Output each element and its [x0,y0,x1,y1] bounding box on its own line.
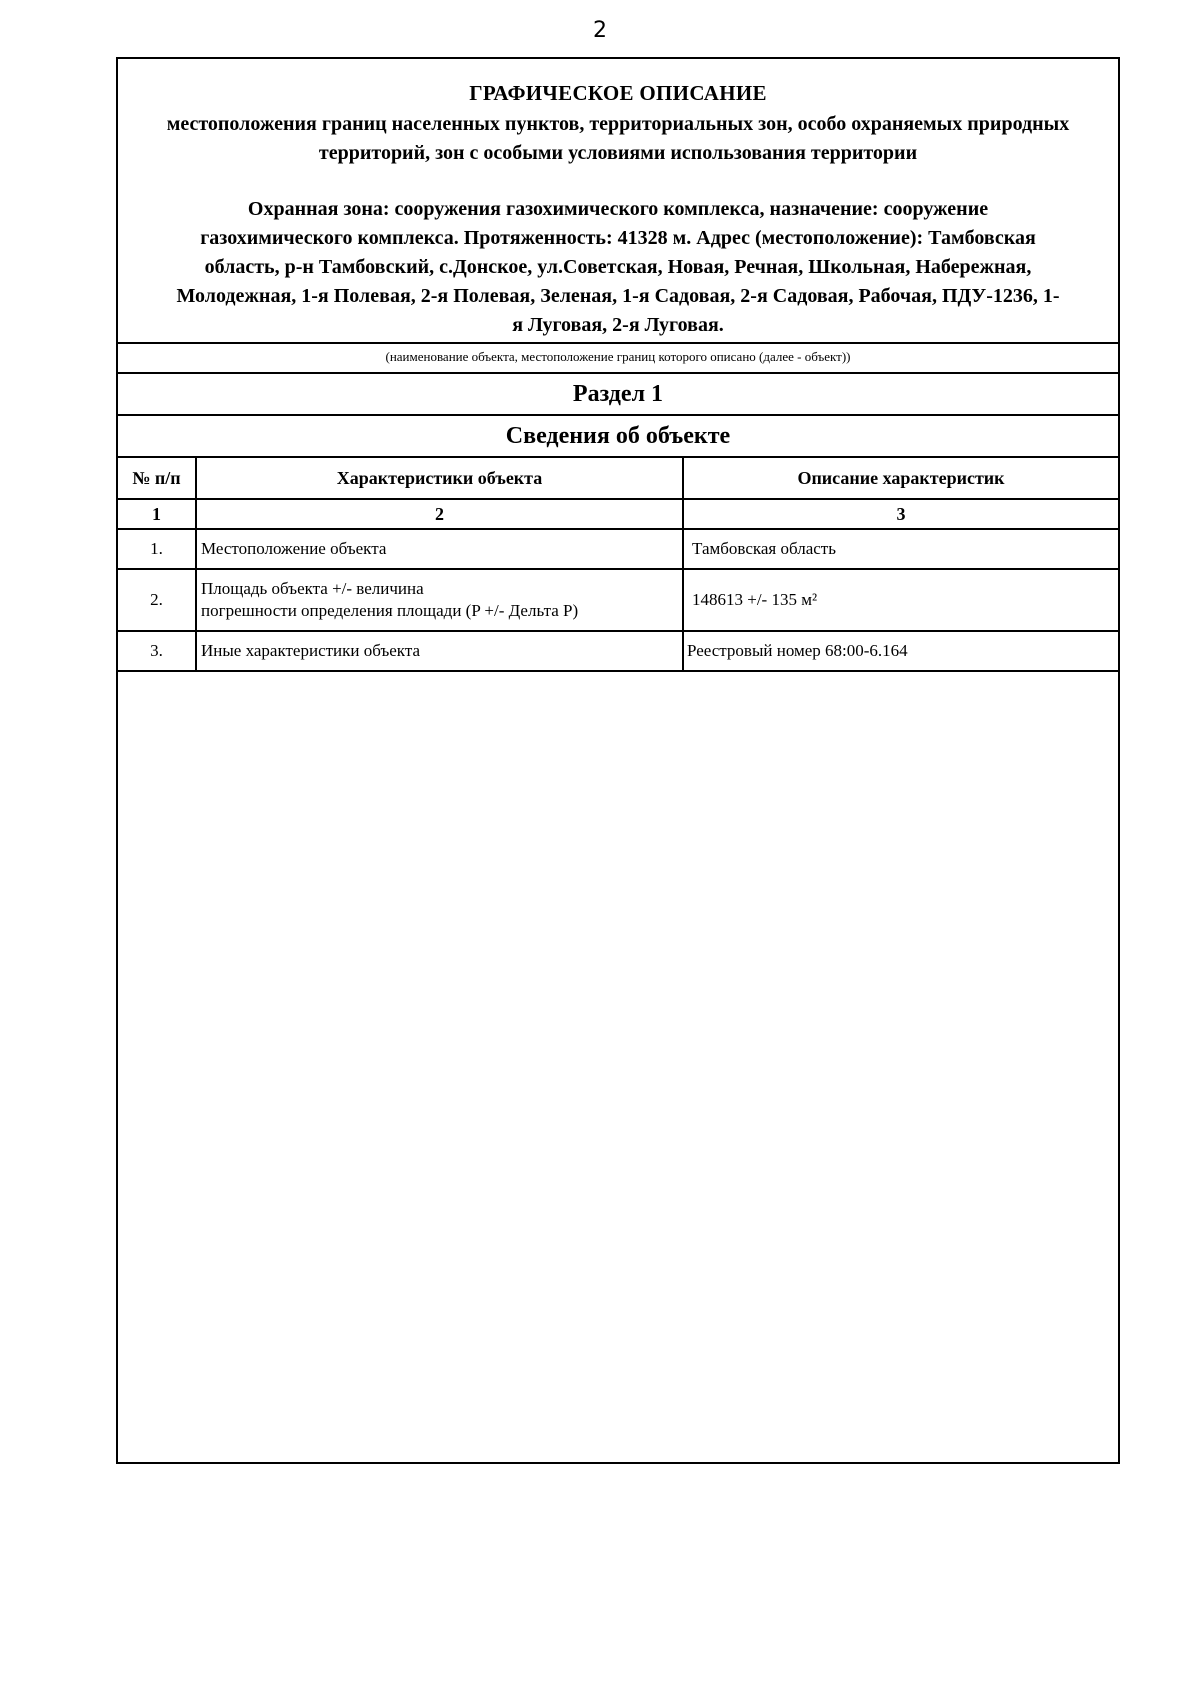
column-number: 1 [118,499,196,529]
column-numbers-row [118,499,1118,529]
row-characteristic [196,569,683,631]
row-number: 1. [118,529,196,569]
row-characteristic-line: погрешности определения площади (P +/- Дельта P) [201,601,579,620]
object-name: Охранная зона: сооружения газохимического комплекса, назначение: сооружение газохимического комплекса. Протяженность: 41328 м. Адрес (местоположение): Тамбовская область, р-н Тамбовский, с.Донское, ул.Советская, Новая, Речная, Школьная, Набережная, Молодежная, 1-я Полевая, 2-я Полевая, Зеленая, 1-я Садовая, 2-я Садовая, Рабочая, ПДУ-1236, 1- я Луговая, 2-я Луговая. [176,198,1060,336]
column-header-characteristic: Характеристики объекта [196,457,683,499]
row-characteristic-line: Площадь объекта +/- величина [201,579,424,598]
document-subtitle: местоположения границ населенных пунктов, территориальных зон, особо охраняемых природных территорий, зон с особыми условиями использования территории [166,113,1070,164]
row-description: 148613 +/- 135 м² [683,569,1118,631]
document-header [118,59,1118,344]
page-number: 2 [593,18,607,43]
row-description: Тамбовская область [683,529,1118,569]
column-number: 3 [683,499,1118,529]
table-row [118,569,1118,631]
characteristics-table [118,456,1118,672]
section-title: Раздел 1 [118,372,1118,414]
column-header-description: Описание характеристик [683,457,1118,499]
document-title: ГРАФИЧЕСКОЕ ОПИСАНИЕ [469,81,767,105]
table-row [118,631,1118,671]
table-row [118,529,1118,569]
row-description: Реестровый номер 68:00-6.164 [683,631,1118,671]
object-name-caption: (наименование объекта, местоположение границ которого описано (далее - объект)) [118,342,1118,372]
row-number: 3. [118,631,196,671]
row-characteristic: Иные характеристики объекта [196,631,683,671]
table-header-row [118,457,1118,499]
column-header-number: № п/п [118,457,196,499]
document-frame [116,57,1120,1463]
section-subtitle: Сведения об объекте [118,414,1118,456]
row-characteristic: Местоположение объекта [196,529,683,569]
row-number: 2. [118,569,196,631]
column-number: 2 [196,499,683,529]
frame-bottom-border [116,1462,1120,1464]
